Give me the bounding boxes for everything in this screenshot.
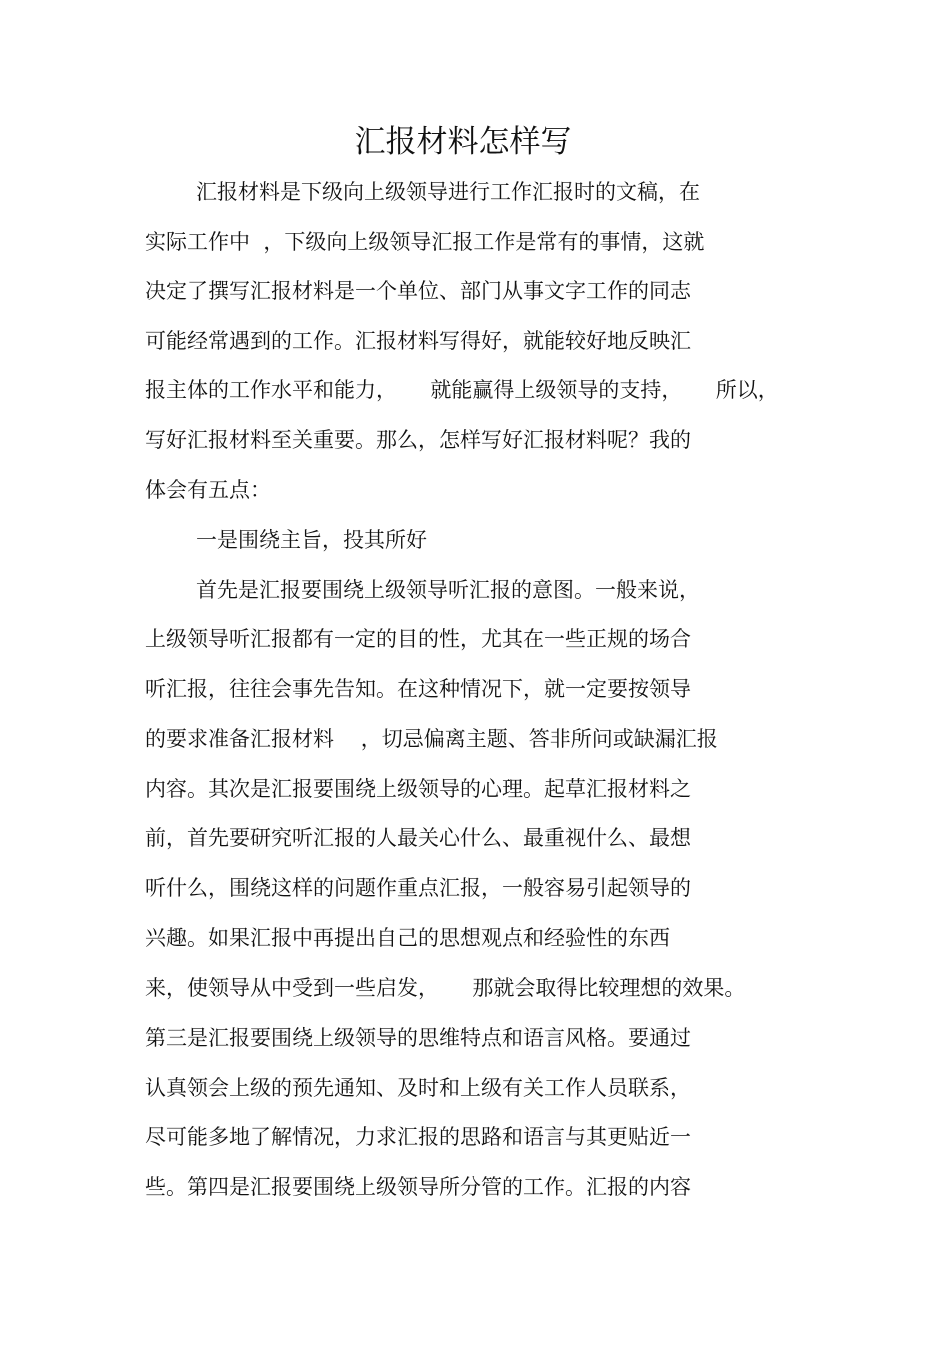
section-heading: 一是围绕主旨，投其所好	[196, 528, 427, 552]
paragraph-line: 尽可能多地了解情况，力求汇报的思路和语言与其更贴近一	[145, 1125, 691, 1149]
paragraph-line: 内容。其次是汇报要围绕上级领导的心理。起草汇报材料之	[145, 777, 691, 801]
paragraph-line: 前，首先要研究听汇报的人最关心什么、最重视什么、最想	[145, 826, 691, 850]
paragraph-line: 可能经常遇到的工作。汇报材料写得好，就能较好地反映汇	[145, 329, 691, 353]
document-title: 汇报材料怎样写	[354, 124, 572, 160]
paragraph-line: 实际工作中 ，下级向上级领导汇报工作是常有的事情，这就	[145, 230, 705, 254]
paragraph-line: 来，使领导从中受到一些启发， 那就会取得比较理想的效果。	[145, 976, 746, 1000]
paragraph-line: 听什么，围绕这样的问题作重点汇报，一般容易引起领导的	[145, 876, 691, 900]
paragraph-line: 上级领导听汇报都有一定的目的性，尤其在一些正规的场合	[145, 627, 691, 651]
paragraph-line: 首先是汇报要围绕上级领导听汇报的意图。一般来说，	[196, 578, 700, 602]
paragraph-line: 报主体的工作水平和能力， 就能赢得上级领导的支持， 所以，	[145, 378, 779, 402]
paragraph-line: 兴趣。如果汇报中再提出自己的思想观点和经验性的东西	[145, 926, 670, 950]
paragraph-line: 体会有五点：	[145, 478, 271, 502]
paragraph-line: 写好汇报材料至关重要。那么，怎样写好汇报材料呢？我的	[145, 428, 691, 452]
paragraph-line: 认真领会上级的预先通知、及时和上级有关工作人员联系，	[145, 1076, 691, 1100]
paragraph-line: 听汇报，往往会事先告知。在这种情况下，就一定要按领导	[145, 677, 691, 701]
paragraph-line: 汇报材料是下级向上级领导进行工作汇报时的文稿，在	[196, 180, 700, 204]
paragraph-line: 的要求准备汇报材料 ，切忌偏离主题、答非所问或缺漏汇报	[145, 727, 718, 751]
paragraph-line: 决定了撰写汇报材料是一个单位、部门从事文字工作的同志	[145, 279, 691, 303]
paragraph-line: 第三是汇报要围绕上级领导的思维特点和语言风格。要通过	[145, 1026, 691, 1050]
paragraph-line: 些。第四是汇报要围绕上级领导所分管的工作。汇报的内容	[145, 1175, 691, 1199]
